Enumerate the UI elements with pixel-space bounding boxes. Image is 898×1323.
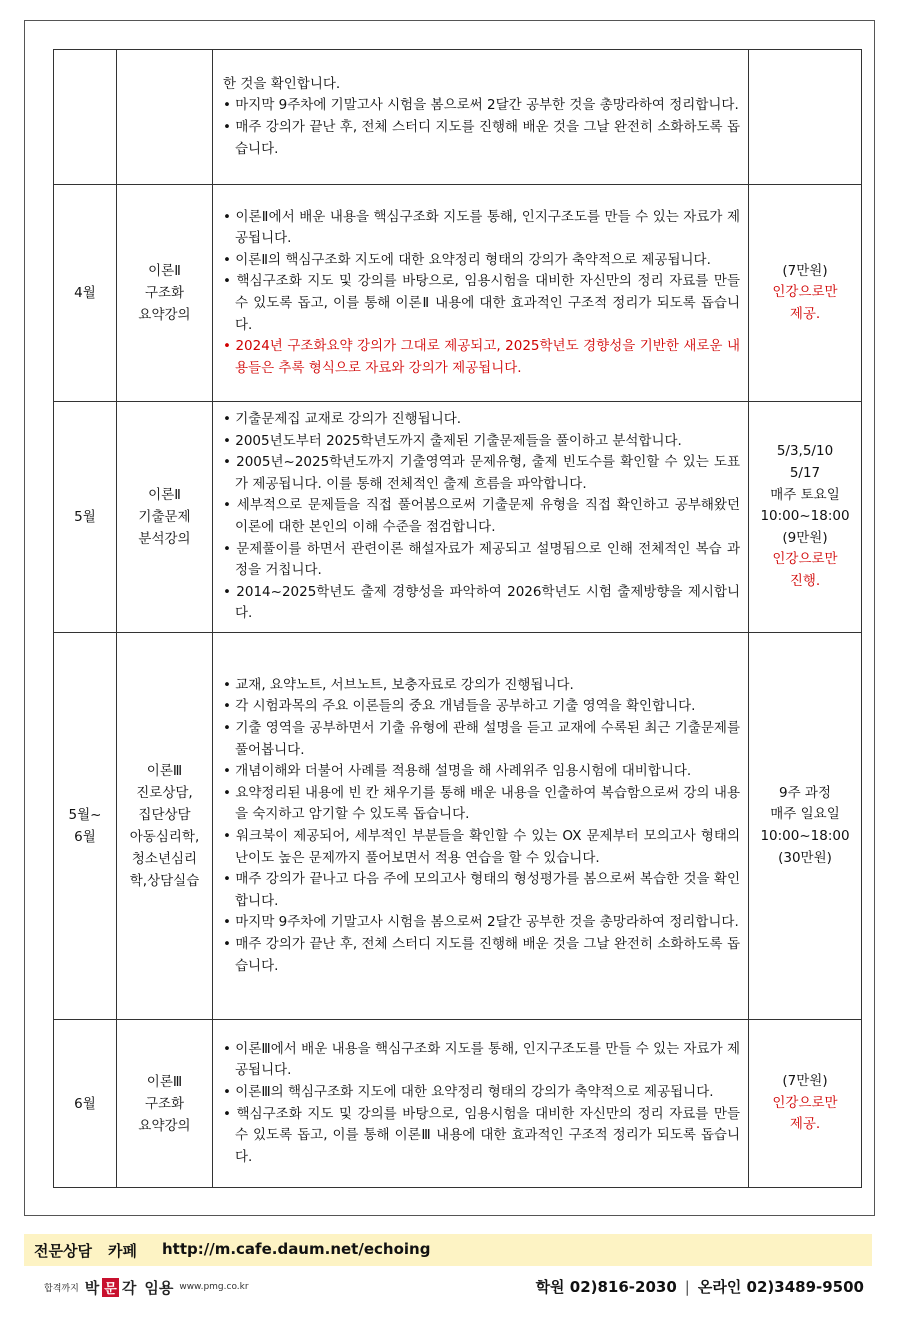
description-item: 한 것을 확인합니다. [223,75,341,92]
month-line: 5월 [74,509,96,525]
contact-separator: | [684,1277,690,1296]
brand-suffix: 임용 [144,1278,174,1297]
month-line: 5월~ [68,807,102,823]
contact-info [536,1276,864,1297]
schedule-fee-line: 10:00~18:00 [760,828,850,844]
brand-name-box: 문 [102,1278,119,1297]
description-item: • 각 시험과목의 주요 이론들의 중요 개념들을 공부하고 기출 영역을 확인합니다. [223,698,696,715]
description-item: • 핵심구조화 지도 및 강의를 바탕으로, 임용시험을 대비한 자신만의 정리 자료를 만들 수 있도록 돕고, 이를 통해 이론Ⅱ 내용에 대한 효과적인 구조적 정리가 되도록 돕습니다. [223,273,740,333]
schedule-fee-line: 인강으로만 [772,551,838,568]
description-cell [213,50,749,185]
course-cell [117,402,213,633]
schedule-fee-line: (7만원) [782,262,828,279]
schedule-fee-line: 제공. [789,305,821,322]
academy-phone: 학원 02)816-2030 [535,1278,677,1296]
schedule-fee-line: 매주 토요일 [770,486,840,503]
month-line: 6월 [74,829,96,845]
schedule-table [53,49,862,1188]
consult-bar [24,1234,872,1266]
description-item: • 문제풀이를 하면서 관련이론 해설자료가 제공되고 설명됨으로 인해 전체적인 복습 과정을 거칩니다. [223,540,740,579]
month-line: 4월 [74,285,96,301]
cafe-label: 카페 [108,1242,137,1260]
description-item: • 매주 강의가 끝난 후, 전체 스터디 지도를 진행해 배운 것을 그날 완전히 소화하도록 돕습니다. [223,119,740,157]
course-line: 이론Ⅱ [148,487,181,503]
course-line: 청소년심리 [131,851,198,867]
course-line: 진로상담, [136,785,193,801]
course-line: 기출문제 [138,509,191,525]
brand-name-part1: 박 [84,1278,100,1297]
course-line: 아동심리학, [129,829,200,845]
schedule-fee-line: 5/3,5/10 [776,443,834,460]
schedule-fee-line: 9주 과정 [778,784,831,801]
description-item: • 2005년도부터 2025학년도까지 출제된 기출문제들을 풀이하고 분석합니다. [223,432,682,449]
schedule-fee-cell [749,1020,862,1188]
month-cell [54,50,117,185]
month-cell [54,633,117,1020]
course-line: 요약강의 [138,1117,191,1134]
description-item: • 이론Ⅲ의 핵심구조화 지도에 대한 요약정리 형태의 강의가 축약적으로 제공됩니다. [223,1083,714,1100]
table-row [54,633,862,1020]
description-item: • 매주 강의가 끝난 후, 전체 스터디 지도를 진행해 배운 것을 그날 완전히 소화하도록 돕습니다. [223,935,740,974]
description-item: • 2024년 구조화요약 강의가 그대로 제공되고, 2025학년도 경향성을 기반한 새로운 내용들은 추록 형식으로 자료와 강의가 제공됩니다. [223,338,740,376]
description-item: • 세부적으로 문제들을 직접 풀어봄으로써 기출문제 유형을 직접 확인하고 공부해왔던 이론에 대한 본인의 이해 수준을 점검합니다. [223,497,740,535]
online-phone: 온라인 02)3489-9500 [697,1278,864,1296]
course-line: 이론Ⅱ [148,263,181,279]
course-line: 학,상담실습 [129,873,200,889]
brand-site: www.pmg.co.kr [179,1282,249,1292]
description-item: • 개념이해와 더불어 사례를 적용해 설명을 해 사례위주 임용시험에 대비합니다. [223,763,692,780]
description-item: • 교재, 요약노트, 서브노트, 보충자료로 강의가 진행됩니다. [223,676,574,693]
schedule-fee-line: (7만원) [782,1073,828,1090]
description-cell [213,1020,749,1188]
schedule-fee-line: 제공. [789,1116,821,1133]
description-item: • 기출문제집 교재로 강의가 진행됩니다. [223,411,462,428]
course-line: 이론Ⅲ [146,763,183,779]
description-item: • 워크북이 제공되어, 세부적인 부분들을 확인할 수 있는 OX 문제부터 모의고사 형태의 난이도 높은 문제까지 풀어보면서 적용 연습을 할 수 있습니다. [223,828,740,866]
description-item: • 마지막 9주차에 기말고사 시험을 봄으로써 2달간 공부한 것을 총망라하여 정리합니다. [223,97,739,114]
schedule-fee-line: (30만원) [778,849,832,866]
schedule-fee-cell [749,402,862,633]
schedule-fee-line: 5/17 [789,465,821,482]
table-row [54,402,862,633]
description-item: • 매주 강의가 끝나고 다음 주에 모의고사 형태의 형성평가를 봄으로써 복습한 것을 확인합니다. [223,871,740,909]
month-line: 6월 [74,1095,96,1112]
description-item: • 이론Ⅲ에서 배운 내용을 핵심구조화 지도를 통해, 인지구조도를 만들 수 있는 자료가 제공됩니다. [223,1040,740,1079]
description-cell [213,185,749,402]
course-line: 이론Ⅲ [146,1073,183,1090]
brand-tag: 합격까지 [44,1283,79,1294]
course-line: 구조화 [144,285,185,301]
course-cell [117,50,213,185]
course-line: 구조화 [144,1095,185,1112]
schedule-fee-line: 진행. [789,572,821,589]
description-item: • 마지막 9주차에 기말고사 시험을 봄으로써 2달간 공부한 것을 총망라하여 정리합니다. [223,914,739,931]
brand-name-part2: 각 [121,1278,137,1297]
description-item: • 기출 영역을 공부하면서 기출 유형에 관해 설명을 듣고 교재에 수록된 최근 기출문제를 풀어봅니다. [223,720,740,758]
description-cell [213,633,749,1020]
description-item: • 이론Ⅱ의 핵심구조화 지도에 대한 요약정리 형태의 강의가 축약적으로 제공됩니다. [223,251,711,268]
month-cell [54,185,117,402]
course-line: 요약강의 [138,307,191,323]
schedule-fee-line: 인강으로만 [772,1094,838,1111]
description-item: • 핵심구조화 지도 및 강의를 바탕으로, 임용시험을 대비한 자신만의 정리 자료를 만들 수 있도록 돕고, 이를 통해 이론Ⅲ 내용에 대한 효과적인 구조적 정리가 되도록 돕습니다. [223,1105,740,1165]
description-cell [213,402,749,633]
month-cell [54,402,117,633]
month-cell [54,1020,117,1188]
consult-label: 전문상담 [34,1242,92,1260]
table-row [54,1020,862,1188]
schedule-fee-cell [749,185,862,402]
course-line: 분석강의 [138,531,191,547]
course-cell [117,633,213,1020]
schedule-fee-line: 매주 일요일 [770,806,840,823]
table-row [54,185,862,402]
schedule-fee-cell [749,633,862,1020]
description-item: • 2005년~2025학년도까지 기출영역과 문제유형, 출제 빈도수를 확인할 수 있는 도표가 제공됩니다. 이를 통해 전체적인 출제 흐름을 파악합니다. [223,454,740,492]
description-item: • 2014~2025학년도 출제 경향성을 파악하여 2026학년도 시험 출제방향을 제시합니다. [223,583,740,622]
description-item: • 이론Ⅱ에서 배운 내용을 핵심구조화 지도를 통해, 인지구조도를 만들 수 있는 자료가 제공됩니다. [223,208,740,247]
schedule-fee-cell [749,50,862,185]
schedule-fee-line: 인강으로만 [772,284,838,301]
cafe-url-link[interactable]: http://m.cafe.daum.net/echoing [162,1240,431,1258]
schedule-fee-line: (9만원) [782,529,828,546]
course-line: 집단상담 [138,807,191,823]
table-row [54,50,862,185]
brand-logo [44,1276,249,1298]
course-cell [117,185,213,402]
schedule-fee-line: 10:00~18:00 [760,508,850,525]
course-cell [117,1020,213,1188]
description-item: • 요약정리된 내용에 빈 칸 채우기를 통해 배운 내용을 인출하여 복습함으로써 강의 내용을 숙지하고 암기할 수 있도록 돕습니다. [223,784,740,823]
